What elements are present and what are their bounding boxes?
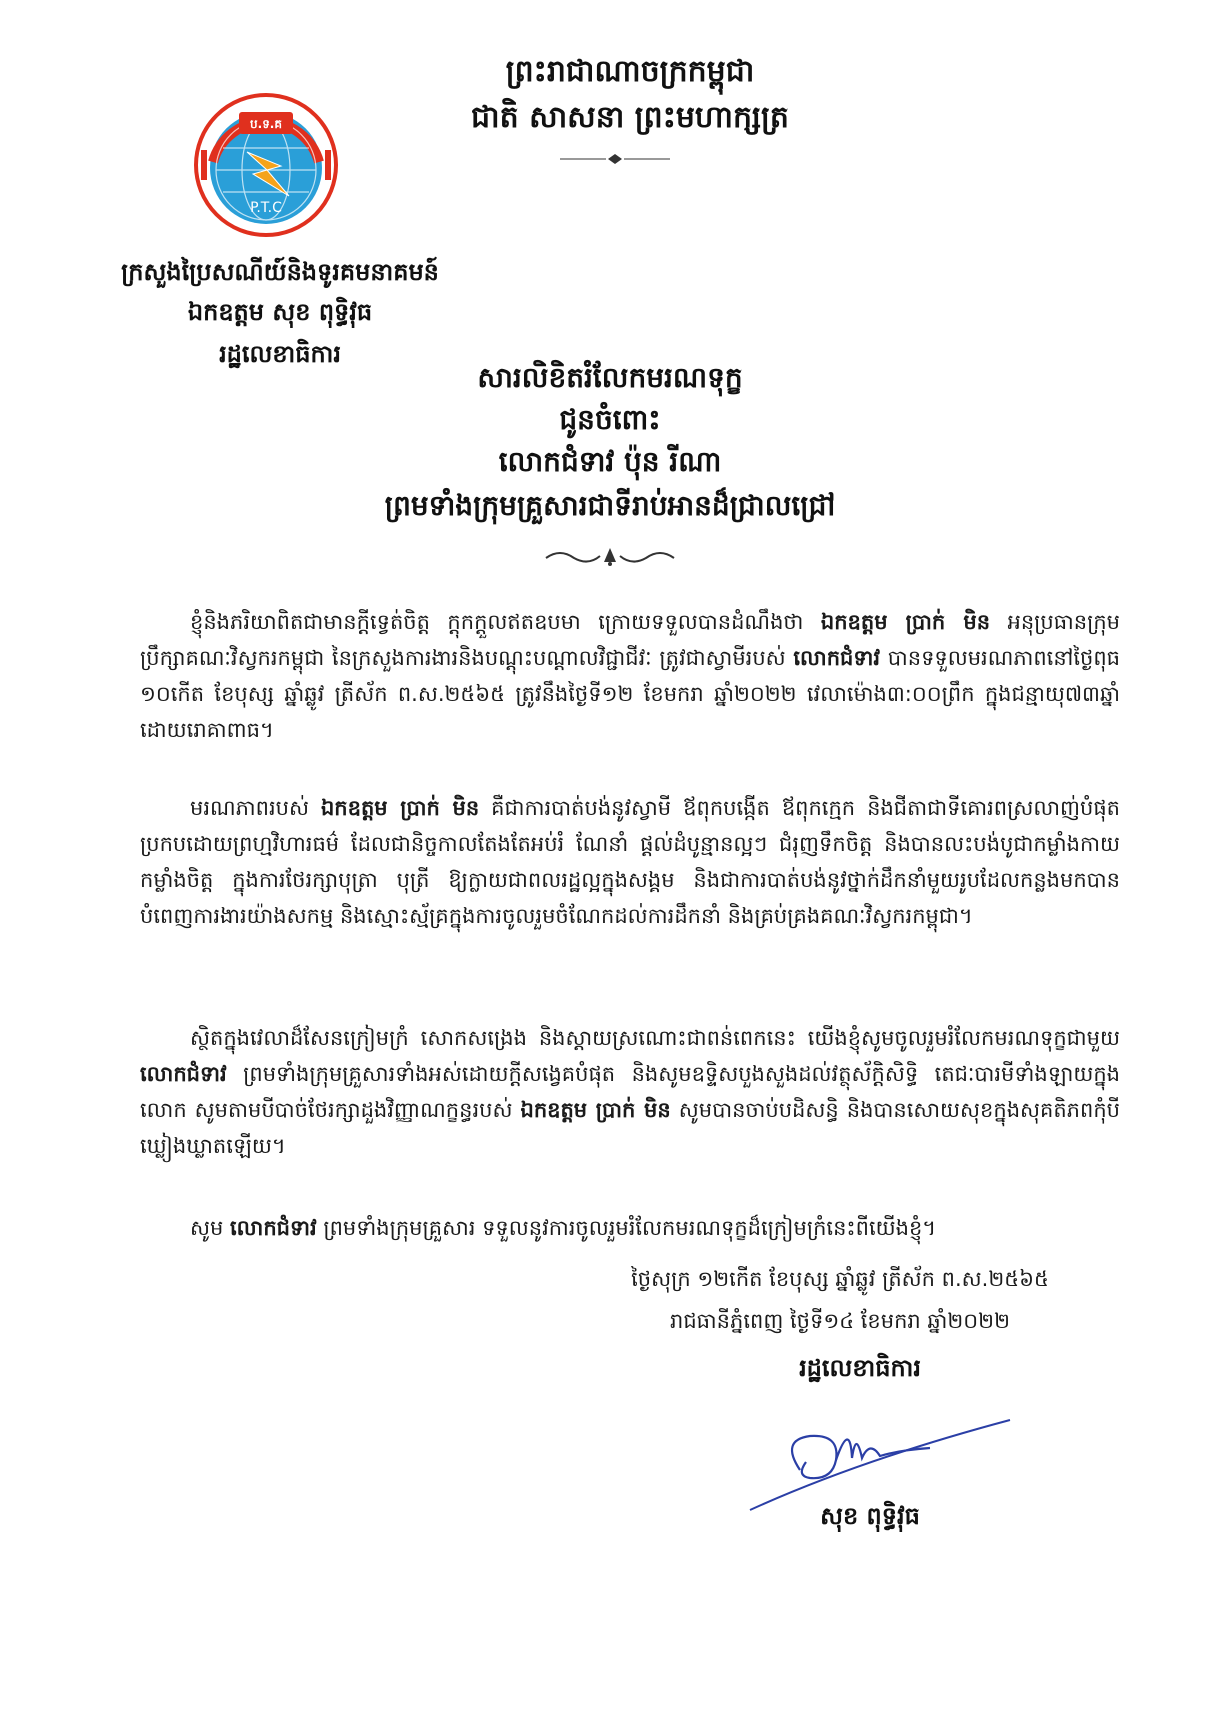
letter-title: សារលិខិតរំលែកមរណទុក្ខ xyxy=(477,361,743,394)
logo-bottom-text: P.T.C xyxy=(250,200,282,216)
paragraph-1-text-c: អនុប្រធានក្រុមប្រឹក្សាគណៈវិស្វករកម្ពុជា នៃក្រសួងការងារនិងបណ្តុះបណ្តាលវិជ្ជាជីវៈ ត្រូវជាស្វាមីរបស់ xyxy=(140,610,1121,670)
paragraph-3-text-a: ស្ថិតក្នុងវេលាដ៏សែនក្រៀមក្រំ សោកសង្រេង និងស្តាយស្រណោះជាពន់ពេកនេះ យើងខ្ញុំសូមចូលរួមរំលែកមរណទុក្ខជាមួយ xyxy=(190,1026,1120,1050)
paragraph-1-text-a: ខ្ញុំនិងភរិយាពិតជាមានក្តីទ្វេត់ចិត្ត ក្តុកក្តួលឥតឧបមា ក្រោយទទួលបានដំណឹងថា xyxy=(190,610,821,634)
logo-top-text: ប.ទ.គ xyxy=(250,117,282,131)
date-lunar: ថ្ងៃសុក្រ ១២កើត ខែបុស្ស ឆ្នាំឆ្លូវ ត្រីស័ក ព.ស.២៥៦៥ xyxy=(631,1267,1049,1291)
sender-position: រដ្ឋលេខាធិការ xyxy=(219,340,341,368)
letter-recipient-name: លោកជំទាវ ប៉ុន រីណា xyxy=(498,445,722,478)
paragraph-1 xyxy=(140,604,1120,748)
paragraph-1-bold-d: លោកជំទាវ xyxy=(793,646,881,670)
sender-name: ឯកឧត្តម សុខ ពុទ្ធិវុធ xyxy=(187,298,373,326)
paragraph-2-bold-b: ឯកឧត្តម ប្រាក់ មិន xyxy=(320,796,480,820)
signer-name: សុខ ពុទ្ធិវុធ xyxy=(820,1502,920,1530)
date-solar: រាជធានីភ្នំពេញ ថ្ងៃទី១៤ ខែមករា ឆ្នាំ២០២២ xyxy=(670,1309,1010,1333)
paragraph-2-text-c: គឺជាការបាត់បង់នូវស្វាមី ឪពុកបង្កើត ឪពុកក្មេក និងជីតាជាទីគោរពស្រលាញ់បំផុតប្រកបដោយព្រហ្មវិហារធម៌ ដែលជានិច្ចកាលតែងតែអប់រំ ណែនាំ ផ្តល់ដំបូន្មានល្អៗ ជំរុញទឹកចិត្ត និងបានលះបង់បូជាកម្លាំងកាយ កម្លាំងចិត្ត ក្នុងការថែរក្សាបុត្រា បុត្រី ឱ្យក្លាយជាពលរដ្ឋល្អក្នុងសង្គម និងជាការបាត់បង់នូវថ្នាក់ដឹកនាំមួយរូបដែលកន្លងមកបានបំពេញការងារយ៉ាងសកម្ម និងស្មោះស្ម័គ្រក្នុងការចូលរួមចំណែកដល់ការដឹកនាំ និងគ្រប់គ្រងគណៈវិស្វករកម្ពុជា។ xyxy=(140,796,1121,928)
paragraph-2 xyxy=(140,790,1120,934)
paragraph-3-text-e: សូមបានចាប់បដិសន្ធិ និងបានសោយសុខក្នុងសុគតិភពកុំបីឃ្លៀងឃ្លាតឡើយ។ xyxy=(140,1098,1121,1158)
letter-recipient-family: ព្រមទាំងក្រុមគ្រួសារជាទីរាប់អានដ៏ជ្រាលជ្រៅ xyxy=(384,489,836,522)
paragraph-3-bold-d: ឯកឧត្តម ប្រាក់ មិន xyxy=(520,1098,671,1122)
paragraph-1-text-e: បានទទួលមរណភាពនៅថ្ងៃពុធ ១០កើត ខែបុស្ស ឆ្នាំឆ្លូវ ត្រីស័ក ព.ស.២៥៦៥ ត្រូវនឹងថ្ងៃទី១២ ខែមករា ឆ្នាំ២០២២ វេលាម៉ោង៣:០០ព្រឹក ក្នុងជន្មាយុ៧៣ឆ្នាំ ដោយរោគាពាធ។ xyxy=(140,646,1121,742)
kingdom-title: ព្រះរាជាណាចក្រកម្ពុជា xyxy=(505,54,755,89)
paragraph-4-text-c: ព្រមទាំងក្រុមគ្រួសារ ទទួលនូវការចូលរួមរំលែកមរណទុក្ខដ៏ក្រៀមក្រំនេះពីយើងខ្ញុំ។ xyxy=(316,1216,937,1240)
title-divider-ornament xyxy=(540,544,680,568)
paragraph-4-text-a: សូម xyxy=(190,1216,231,1240)
paragraph-3 xyxy=(140,1020,1120,1164)
ministry-name: ក្រសួងប្រៃសណីយ៍និងទូរគមនាគមន៍ xyxy=(121,258,439,286)
paragraph-3-text-c: ព្រមទាំងក្រុមគ្រួសារទាំងអស់ដោយក្តីសង្វេគបំផុត និងសូមឧទ្ទិសបួងសួងដល់វត្ថុស័ក្តិសិទ្ធិ តេជៈបារមីទាំងឡាយក្នុងលោក សូមតាមបីបាច់ថែរក្សាដួងវិញ្ញាណក្ខន្ធរបស់ xyxy=(140,1062,1120,1122)
letter-recipient-intro: ជូនចំពោះ xyxy=(559,403,661,436)
paragraph-3-bold-b: លោកជំទាវ xyxy=(140,1062,227,1086)
paragraph-2-text-a: មរណភាពរបស់ xyxy=(190,796,321,820)
paragraph-4 xyxy=(140,1210,1120,1246)
header-divider-ornament xyxy=(560,152,670,166)
paragraph-1-bold-b: ឯកឧត្តម ប្រាក់ មិន xyxy=(820,610,991,634)
kingdom-motto: ជាតិ សាសនា ព្រះមហាក្សត្រ xyxy=(471,100,789,135)
paragraph-4-bold-b: លោកជំទាវ xyxy=(230,1216,317,1240)
signatory-title: រដ្ឋលេខាធិការ xyxy=(799,1354,921,1382)
ministry-logo xyxy=(193,92,339,238)
